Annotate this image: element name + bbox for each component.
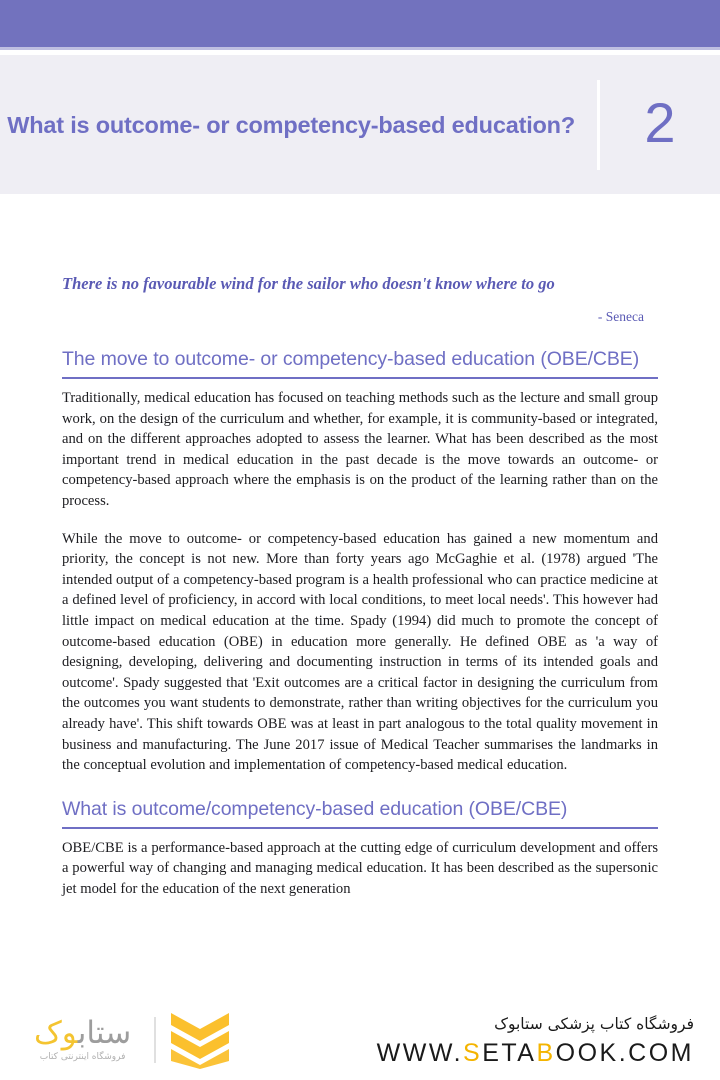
footer-url-suffix: OOK.COM bbox=[555, 1038, 694, 1067]
section-heading: What is outcome/competency-based education (OBE/CBE) bbox=[62, 797, 658, 829]
footer-text-block bbox=[300, 1013, 720, 1068]
footer-url-s: S bbox=[463, 1038, 483, 1067]
logo-separator bbox=[154, 1017, 156, 1063]
page-content bbox=[62, 272, 658, 901]
logo-brand-name-accent: وک bbox=[34, 1015, 78, 1051]
top-brand-bar bbox=[0, 0, 720, 47]
logo-brand-name bbox=[34, 1016, 131, 1050]
epigraph-attribution: - Seneca bbox=[597, 309, 644, 324]
logo-brand-name-main: ستاب bbox=[77, 1015, 132, 1051]
footer-watermark bbox=[0, 1000, 720, 1080]
chevron-icon bbox=[169, 1011, 231, 1069]
footer-url-eta: ETA bbox=[482, 1038, 537, 1067]
body-paragraph: Traditionally, medical education has focused on teaching methods such as the lecture and small group work, on the design of the curriculum and whether, for example, it is community-based or integrated, and on the different approaches adopted to assess the learner. What has been described as the most important trend in medical education in the past decade is the move towards an outcome- or competency-based approach where the emphasis is on the product of the learning rather than on the process. bbox=[62, 390, 658, 509]
footer-url[interactable] bbox=[300, 1039, 694, 1068]
logo-subtitle: فروشگاه اینترنتی کتاب bbox=[39, 1052, 126, 1062]
section-heading: The move to outcome- or competency-based education (OBE/CBE) bbox=[62, 347, 658, 379]
body-paragraph: While the move to outcome- or competency-based education has gained a new momentum and priority, the concept is not new. More than forty years ago McGaghie et al. (1978) argued 'The intended output of a competency-based program is a health professional who can practice medicine at a defined level of proficiency, in accord with local conditions, to meet local needs'. This however had little impact on medical education at the time. Spady (1994) did much to promote the concept of outcome-based education (OBE) in education more generally. He defined OBE as 'a way of designing, developing, delivering and documenting instruction in terms of its intended goals and outcome'. Spady suggested that 'Exit outcomes are a critical factor in designing the curriculum from the outcomes you want students to demonstrate, rather than writing objectives for the curriculum you already have'. This shift towards OBE was at least in part analogous to the total quality movement in business and manufacturing. The June 2017 issue of Medical Teacher summarises the landmarks in the conceptual evolution and implementation of competency-based medical education. bbox=[62, 530, 658, 774]
epigraph-quote: There is no favourable wind for the sailor who doesn't know where to go bbox=[62, 274, 555, 293]
section-move-to-obe bbox=[62, 347, 658, 776]
top-brand-bar-shadow bbox=[0, 47, 720, 50]
footer-url-b: B bbox=[536, 1038, 556, 1067]
chapter-number: 2 bbox=[644, 90, 676, 154]
setabook-logo[interactable] bbox=[0, 1011, 300, 1069]
chapter-header-band bbox=[0, 55, 720, 194]
footer-url-prefix: WWW. bbox=[376, 1038, 464, 1067]
footer-tagline: فروشگاه کتاب پزشکی ستابوک bbox=[494, 1014, 694, 1033]
logo-wordmark bbox=[34, 1016, 141, 1064]
section-what-is-obe bbox=[62, 797, 658, 900]
body-paragraph: OBE/CBE is a performance-based approach at the cutting edge of curriculum development and offers a powerful way of changing and managing medical education. It has been described as the supersonic jet model for the education of the next generation bbox=[62, 839, 658, 897]
chapter-title: What is outcome- or competency-based education? bbox=[7, 111, 575, 138]
